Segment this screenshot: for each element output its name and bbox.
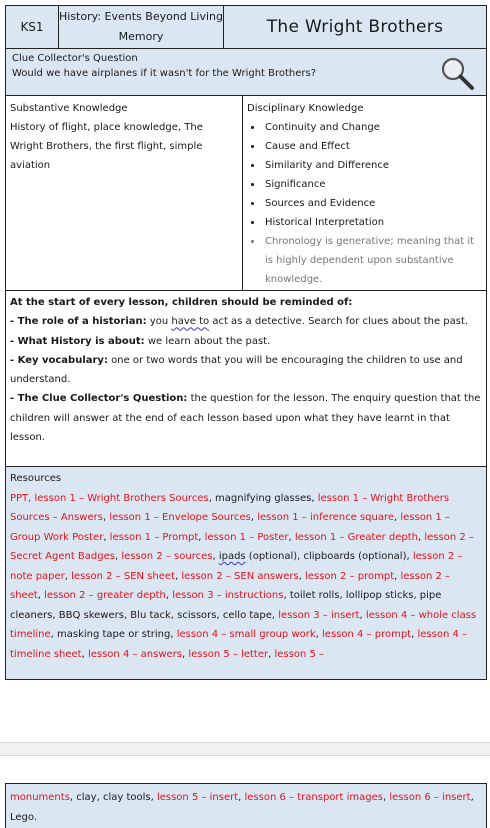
resource-link[interactable]: PPT, lesson 1 – Wright Brothers Sources — [10, 492, 209, 504]
resource-link[interactable]: lesson 1 – inference square — [257, 512, 395, 523]
resource-text: , — [288, 531, 295, 543]
resource-link[interactable]: lesson 2 – prompt — [305, 570, 395, 582]
resource-text: , — [315, 629, 323, 640]
resource-link[interactable]: lesson 6 – insert — [389, 792, 471, 803]
magnifying-glass-icon — [438, 55, 476, 91]
resource-link[interactable]: lesson 2 – Secret Agent Badges — [10, 531, 474, 562]
disciplinary-heading: Disciplinary Knowledge — [247, 103, 364, 114]
clue-collector-section — [5, 48, 487, 96]
resource-link[interactable]: lesson 6 – transport images — [244, 792, 383, 803]
key-stage-cell: KS1 — [20, 20, 44, 34]
resource-text: (optional), clipboards (optional), — [245, 551, 413, 562]
list-item: • Significance — [263, 175, 482, 194]
resource-link[interactable]: lesson 4 – small group work — [176, 629, 316, 640]
resource-text: , Lego. — [10, 792, 474, 823]
resource-link[interactable]: lesson 1 – Greater depth — [294, 531, 418, 543]
resource-text: , — [103, 531, 110, 543]
resources-heading: Resources — [10, 473, 62, 484]
page-break — [0, 742, 490, 756]
resource-text: , — [165, 590, 173, 601]
resource-text: , magnifying glasses, — [208, 492, 318, 504]
page-title: The Wright Brothers — [223, 6, 486, 48]
resource-link[interactable]: lesson 2 – SEN sheet — [71, 570, 175, 582]
history-reminder: - What History is about: we learn about the past. — [10, 335, 271, 347]
resource-text: , — [81, 648, 88, 660]
resource-text: , — [359, 609, 366, 621]
resource-link[interactable]: monuments — [10, 792, 70, 803]
resource-link[interactable]: lesson 3 – insert — [278, 609, 360, 621]
resource-text: , — [394, 570, 401, 582]
resource-link[interactable]: lesson 1 – Wright Brothers Sources – Answers — [10, 492, 450, 523]
topic-cell: History: Events Beyond Living Memory — [58, 6, 223, 48]
resource-link[interactable]: lesson 3 – instructions — [172, 590, 284, 601]
resource-text: , — [250, 512, 258, 523]
list-item: • Sources and Evidence — [263, 194, 482, 213]
knowledge-row — [5, 95, 487, 291]
resource-text: ipads — [218, 551, 246, 562]
resource-link[interactable]: lesson 4 – prompt — [322, 629, 412, 640]
resource-text: , — [212, 551, 219, 562]
resource-text: , — [394, 512, 401, 523]
resource-link[interactable]: lesson 5 – — [274, 648, 324, 660]
clue-question-reminder: - The Clue Collector's Question: the question for the lesson. The enquiry question that the children will answer at the end of each lesson based upon what they have learnt in that lesson. — [10, 393, 481, 444]
reminders-intro: At the start of every lesson, children should be reminded of: — [10, 297, 353, 308]
disciplinary-knowledge-cell — [242, 96, 486, 290]
resource-text: , — [238, 792, 245, 803]
clue-heading: Clue Collector's Question — [12, 53, 138, 64]
disciplinary-list — [247, 118, 482, 289]
header-row — [5, 5, 487, 49]
resource-text: , — [298, 570, 306, 582]
resource-text: , — [411, 629, 418, 640]
resources-list — [10, 489, 482, 665]
resource-text: , — [268, 648, 275, 660]
list-item: • Similarity and Difference — [263, 156, 482, 175]
resource-link[interactable]: lesson 2 – sources — [121, 551, 213, 562]
list-item: • Continuity and Change — [263, 118, 482, 137]
resource-text: , — [418, 531, 425, 543]
resource-text: , clay, clay tools, — [69, 792, 157, 803]
resource-text: , — [198, 531, 205, 543]
resource-link[interactable]: lesson 4 – timeline sheet — [10, 629, 467, 660]
resource-text: , — [182, 648, 189, 660]
resource-text: , toilet rolls, lollipop sticks, pipe cleaners, BBQ skewers, Blu tack, scissors, cello tape, — [10, 590, 442, 621]
resource-link[interactable]: lesson 2 – SEN answers — [181, 570, 299, 582]
list-item: • Historical Interpretation — [263, 213, 482, 232]
resource-text: , — [102, 512, 110, 523]
reminders-section — [5, 290, 487, 467]
clue-question: Would we have airplanes if it wasn't for the Wright Brothers? — [12, 68, 317, 79]
resource-link[interactable]: lesson 4 – whole class timeline — [10, 609, 477, 640]
resource-link[interactable]: lesson 5 – letter — [188, 648, 269, 660]
resource-text: , — [114, 551, 122, 562]
resources-list-continued — [10, 788, 482, 827]
resource-link[interactable]: lesson 1 – Envelope Sources — [109, 512, 251, 523]
list-item: • Cause and Effect — [263, 137, 482, 156]
substantive-text: History of flight, place knowledge, The Wright Brothers, the first flight, simple aviation — [10, 122, 203, 171]
resource-text: , — [382, 792, 390, 803]
resource-link[interactable]: lesson 1 – Poster — [204, 531, 289, 543]
resource-text: , — [37, 590, 45, 601]
resource-link[interactable]: lesson 5 – insert — [156, 792, 239, 803]
resource-link[interactable]: lesson 4 – answers — [87, 648, 182, 660]
resource-link[interactable]: lesson 1 – Prompt — [109, 531, 199, 543]
chronology-note: • Chronology is generative; meaning that it is highly dependent upon substantive knowledge. — [263, 232, 482, 289]
resource-text: , masking tape or string, — [50, 629, 177, 640]
vocab-reminder: - Key vocabulary: one or two words that you will be encouraging the children to use and understand. — [10, 354, 463, 386]
resource-link[interactable]: lesson 2 – sheet — [10, 570, 451, 601]
resource-link[interactable]: lesson 1 – Group Work Poster — [10, 512, 450, 543]
historian-reminder: - The role of a historian: you have to act as a detective. Search for clues about the past. — [10, 316, 469, 328]
substantive-knowledge-cell — [6, 96, 242, 290]
resources-continued — [5, 783, 487, 828]
resource-link[interactable]: lesson 2 – greater depth — [44, 590, 166, 601]
spellcheck-underline: have to — [171, 316, 210, 328]
resource-link[interactable]: lesson 2 – note paper — [10, 551, 463, 582]
substantive-heading: Substantive Knowledge — [10, 103, 128, 114]
resource-text: , — [64, 570, 72, 582]
resources-section — [5, 466, 487, 680]
resource-text: , — [174, 570, 182, 582]
